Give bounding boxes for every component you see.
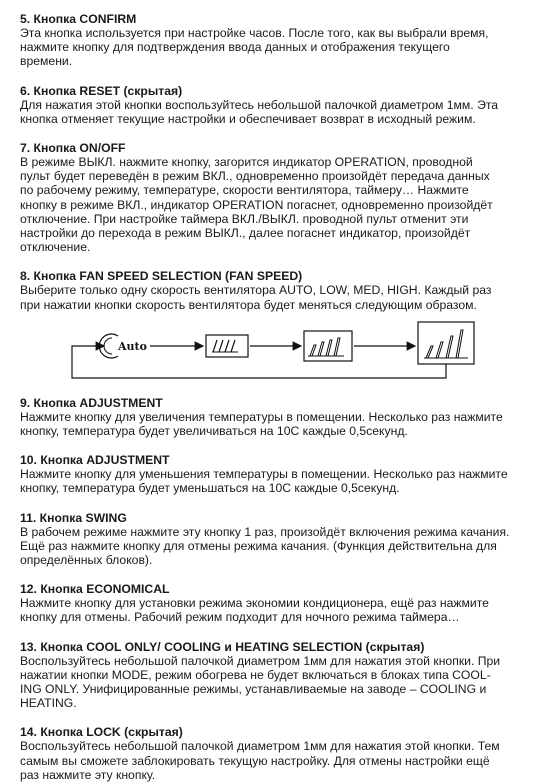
- section-body: Нажмите кнопку для увеличения температуры в помещении. Несколько раз нажмите кнопку, температура будет увеличиваться на 10С каждые 0,5секунд.: [20, 409, 503, 439]
- section-economical: [20, 582, 537, 624]
- section-swing: [20, 511, 537, 568]
- fan-low-icon: [206, 335, 248, 357]
- section-reset: [20, 84, 537, 126]
- fan-high-icon: [418, 322, 474, 364]
- section-body: Нажмите кнопку для уменьшения температуры в помещении. Несколько раз нажмите кнопку, температура будет уменьшаться на 10С каждые 0,5секунд.: [20, 467, 508, 496]
- section-body: В режиме ВЫКЛ. нажмите кнопку, загорится индикатор OPERATION, проводной пульт будет переведён в режим ВКЛ., одновременно произойдёт передача данных по рабочему режиму, температуре, скорости вентилятора, таймеру… Нажмите кнопку в режиме ВКЛ., индикатор OPERATION погаснет, одновременно произойдёт отключение. При настройке таймера ВКЛ./ВЫКЛ. проводной пульт отменит эти настройки до перехода в режим ВЫКЛ., далее погаснет индикатор, произойдёт отключение.: [20, 155, 493, 255]
- section-title: 5. Кнопка CONFIRM: [20, 12, 137, 26]
- section-body: Воспользуйтесь небольшой палочкой диаметром 1мм для нажатия этой кнопки. Тем самым вы сможете заблокировать текущую настройку. Для отмены настройки ещё раз нажмите эту кнопку.: [20, 739, 500, 782]
- section-title: 6. Кнопка RESET (скрытая): [20, 83, 183, 98]
- section-adjustment-up: [20, 396, 537, 438]
- section-cool-only: [20, 640, 537, 711]
- section-body: Выберите только одну скорость вентилятора AUTO, LOW, MED, HIGH. Каждый раз при нажатии кнопки скорость вентилятора будет меняться следующим образом.: [20, 283, 492, 312]
- section-body: Для нажатия этой кнопки воспользуйтесь небольшой палочкой диаметром 1мм. Эта кнопка отменяет текущие настройки и обеспечивает возврат в исходный режим.: [20, 97, 499, 126]
- fan-speed-cycle-diagram: [20, 318, 537, 390]
- section-title: 14. Кнопка LOCK (скрытая): [20, 725, 183, 740]
- section-title: 12. Кнопка ECONOMICAL: [20, 582, 170, 597]
- section-lock: [20, 725, 537, 782]
- section-confirm: [20, 12, 537, 69]
- section-title: 9. Кнопка ADJUSTMENT: [20, 395, 163, 410]
- svg-text:Auto: Auto: [118, 339, 147, 353]
- section-title: 7. Кнопка ON/OFF: [20, 141, 126, 156]
- fan-auto-icon: [99, 334, 147, 358]
- section-body: Эта кнопка используется при настройке часов. После того, как вы выбрали время, нажмите кнопку для подтверждения ввода данных и отображения текущего времени.: [20, 26, 489, 69]
- section-title: 11. Кнопка SWING: [20, 510, 127, 525]
- manual-page: [20, 12, 537, 782]
- section-body: В рабочем режиме нажмите эту кнопку 1 раз, произойдёт включения режима качания. Ещё раз нажмите кнопку для отмены режима качания. (Функция действительна для определённых блоков).: [20, 524, 510, 568]
- section-fan-speed: [20, 269, 537, 389]
- section-body: Воспользуйтесь небольшой палочкой диаметром 1мм для нажатия этой кнопки. При нажатии кнопки MODE, режим обогрева не будет включаться в блоках типа COOL- ING ONLY. Унифицированные режимы, устанавливаемые на заводе – COOLING и HEATING.: [20, 653, 501, 711]
- fan-med-icon: [304, 331, 352, 361]
- section-adjustment-down: [20, 453, 537, 495]
- section-title: 10. Кнопка ADJUSTMENT: [20, 453, 170, 468]
- section-on-off: [20, 141, 537, 254]
- section-body: Нажмите кнопку для установки режима экономии кондиционера, ещё раз нажмите кнопку для отмены. Рабочий режим подходит для ночного режима таймера…: [20, 596, 489, 625]
- section-title: 8. Кнопка FAN SPEED SELECTION (FAN SPEED): [20, 269, 303, 284]
- section-title: 13. Кнопка COOL ONLY/ COOLING и HEATING SELECTION (скрытая): [20, 639, 425, 654]
